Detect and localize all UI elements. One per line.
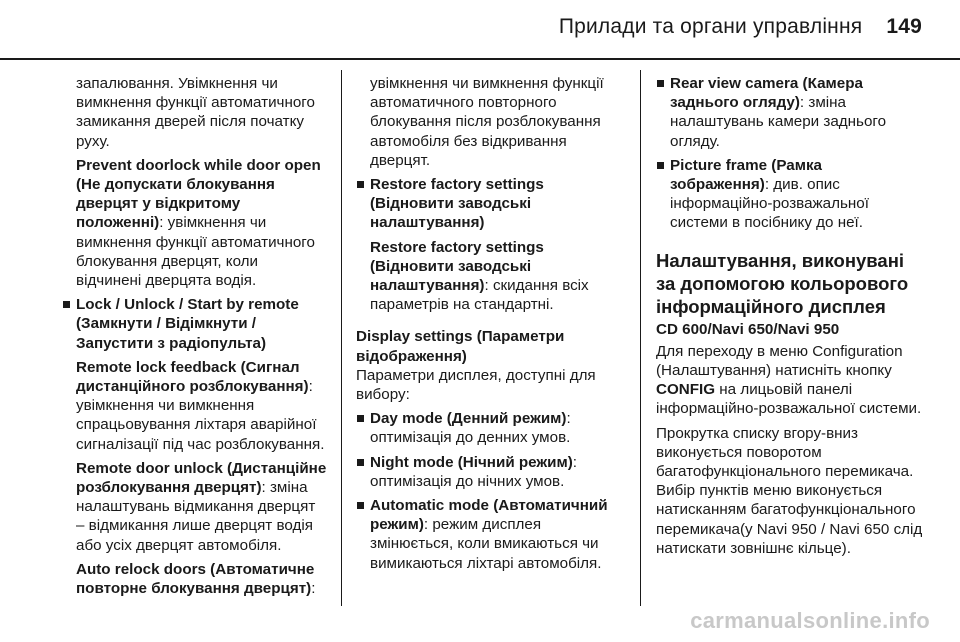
remote-door-unlock-item (76, 459, 327, 555)
day-mode-term: Day mode (Денний режим) (370, 410, 567, 428)
remote-lock-feedback-desc: : увімкнення чи вимкнення спрацьовування ліхтаря аварійної сигналізації під час розблокування. (76, 378, 325, 453)
intro-paragraph: запалювання. Увімкнення чи вимкнення функції автоматичного замикання дверей після початку руху. (76, 75, 315, 150)
day-mode-bullet (356, 409, 626, 447)
scroll-paragraph: Прокрутка списку вгору-вниз виконується поворотом багатофункціонального перемикача. Вибір пунктів меню виконується натисканням багатофункціонального перемикача(у Navi 950 / Navi 650 слід натискати зовнішнє кільце). (656, 424, 923, 557)
auto-relock-item (76, 560, 327, 598)
column-divider-1 (341, 70, 342, 606)
picture-frame-bullet (656, 156, 924, 233)
prevent-doorlock-desc: : увімкнення чи вимкнення функції автоматичного блокування дверцят, коли відчинені дверцята водія. (76, 214, 315, 290)
model-subheading: CD 600/Navi 650/Navi 950 (656, 320, 840, 338)
auto-relock-desc: : (311, 580, 316, 598)
watermark: carmanualsonline.info (690, 608, 930, 633)
night-mode-desc: : оптимізація до нічних умов. (370, 453, 578, 490)
automatic-mode-desc: : режим дисплея змінюється, коли вмикаються чи вимикаються ліхтарі автомобіля. (370, 516, 602, 572)
night-mode-bullet (356, 453, 626, 491)
restore-term: Restore factory settings (Відновити заводські налаштування) (370, 238, 544, 295)
restore-bullet (356, 175, 626, 314)
display-settings-heading: Display settings (Параметри відображення) (356, 328, 565, 365)
remote-door-unlock-desc: : зміна налаштувань відмикання дверцят – відмикання лише дверцят водія або усіх дверцят автомобіля. (76, 479, 316, 554)
day-mode-desc: : оптимізація до денних умов. (370, 410, 571, 447)
display-intro: Параметри дисплея, доступні для вибору: (356, 366, 596, 404)
section-heading: Налаштування, виконувані за допомогою кольорового інформаційного дисплея (656, 249, 909, 317)
config-paragraph (656, 342, 924, 419)
rear-view-camera-desc: : зміна налаштувань камери заднього огляду. (670, 94, 887, 150)
prevent-doorlock-term: Prevent doorlock while door open (Не допускати блокування дверцят у відкритому положенні) (76, 156, 321, 232)
remote-lock-feedback-item (76, 358, 327, 454)
night-mode-term: Night mode (Нічний режим) (370, 453, 573, 471)
automatic-mode-bullet (356, 496, 626, 573)
column-divider-2 (640, 70, 641, 606)
header-title: Прилади та органи управління (558, 15, 863, 38)
config-key: CONFIG (656, 381, 716, 399)
rear-view-camera-bullet (656, 74, 924, 151)
lock-unlock-bullet (62, 295, 327, 598)
auto-relock-continued: увімкнення чи вимкнення функції автоматичного повторного блокування після розблокування автомобіля без відкривання дверцят. (370, 75, 604, 169)
lock-unlock-title: Lock / Unlock / Start by remote (Замкнути / Відімкнути / Запустити з радіопульта) (76, 296, 299, 352)
picture-frame-term: Picture frame (Рамка зображення) (670, 156, 823, 194)
restore-title: Restore factory settings (Відновити заводські налаштування) (370, 176, 544, 232)
restore-item (370, 238, 626, 315)
page-number: 149 (886, 15, 922, 38)
header-rule (0, 58, 960, 60)
restore-desc: : скидання всіх параметрів на стандартні. (370, 277, 589, 314)
picture-frame-desc: : див. опис інформаційно-розважальної системи в посібнику до неї. (670, 176, 869, 232)
column-1 (62, 74, 327, 603)
config-text-before: Для переходу в меню Configuration (Налаштування) натисніть кнопку (656, 342, 903, 380)
auto-relock-term: Auto relock doors (Автоматичне повторне блокування дверцят) (76, 560, 315, 598)
remote-door-unlock-term: Remote door unlock (Дистанційне розблокування дверцят) (76, 459, 327, 497)
remote-lock-feedback-term: Remote lock feedback (Сигнал дистанційного розблокування) (76, 358, 309, 396)
prevent-doorlock-item (62, 156, 327, 290)
rear-view-camera-term: Rear view camera (Камера заднього огляду) (670, 75, 863, 112)
page-header (559, 15, 922, 39)
column-3 (656, 74, 924, 563)
column-2 (356, 74, 626, 578)
config-text-after: на лицьовій панелі інформаційно-розважальної системи. (656, 381, 922, 418)
automatic-mode-term: Automatic mode (Автоматичний режим) (370, 497, 608, 534)
